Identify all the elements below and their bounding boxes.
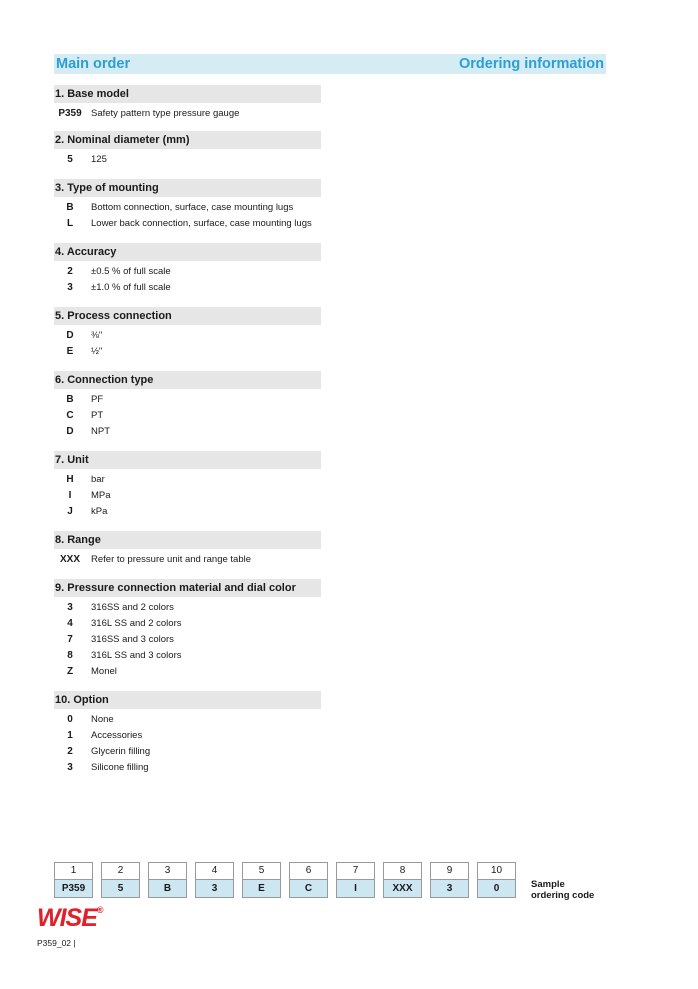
sample-position-number: 10: [477, 862, 516, 879]
page-code: [37, 938, 76, 948]
order-section: [54, 531, 344, 567]
option-description: 316L SS and 3 colors: [91, 649, 182, 661]
option-description: NPT: [91, 425, 110, 437]
page-code-separator: |: [73, 938, 76, 948]
sample-position-number: 6: [289, 862, 328, 879]
registered-mark: ®: [96, 904, 103, 915]
option-description: Glycerin filling: [91, 745, 151, 757]
option-description: Lower back connection, surface, case mounting lugs: [91, 217, 312, 229]
option-row: [54, 503, 344, 519]
sample-position-number: 5: [242, 862, 281, 879]
option-description: Accessories: [91, 729, 143, 741]
option-description: 316SS and 2 colors: [91, 601, 174, 613]
logo-text: WISE: [37, 904, 97, 932]
order-section: [54, 179, 344, 231]
sample-position-number: 7: [336, 862, 375, 879]
option-code: L: [66, 217, 74, 229]
order-section: [54, 579, 344, 679]
sample-position-value: B: [148, 879, 187, 898]
sample-code-cell: [477, 862, 516, 898]
option-row: [54, 105, 344, 121]
option-code: D: [66, 425, 74, 437]
option-description: Monel: [91, 665, 117, 677]
page-code-text: P359_02: [37, 938, 72, 948]
sample-position-number: 2: [101, 862, 140, 879]
option-code: 4: [67, 617, 73, 629]
order-section: [54, 451, 344, 519]
option-row: [54, 215, 344, 231]
option-description: Safety pattern type pressure gauge: [91, 107, 240, 119]
option-code: J: [67, 505, 73, 517]
option-description: ±0.5 % of full scale: [91, 265, 171, 277]
option-code: 0: [67, 713, 73, 725]
sample-position-value: 3: [195, 879, 234, 898]
sample-code-cell: [148, 862, 187, 898]
sample-ordering-code: [54, 862, 516, 898]
option-code: B: [66, 201, 74, 213]
sample-code-cell: [54, 862, 93, 898]
sample-position-number: 4: [195, 862, 234, 879]
option-row: [54, 631, 344, 647]
option-description: None: [91, 713, 114, 725]
option-row: [54, 647, 344, 663]
sample-code-cell: [242, 862, 281, 898]
order-section: [54, 243, 344, 295]
order-section: [54, 85, 344, 121]
section-title: 7. Unit: [54, 451, 321, 469]
option-description: bar: [91, 473, 105, 485]
ordering-information-title: Ordering information: [459, 56, 604, 72]
option-description: 316SS and 3 colors: [91, 633, 174, 645]
option-code: 1: [67, 729, 73, 741]
option-row: [54, 759, 344, 775]
option-code: C: [66, 409, 74, 421]
option-description: Bottom connection, surface, case mounting lugs: [91, 201, 294, 213]
sample-position-number: 9: [430, 862, 469, 879]
sample-code-cell: [336, 862, 375, 898]
sample-position-value: C: [289, 879, 328, 898]
sample-code-cell: [383, 862, 422, 898]
option-row: [54, 727, 344, 743]
sample-code-cell: [195, 862, 234, 898]
option-description: PT: [91, 409, 104, 421]
option-row: [54, 263, 344, 279]
order-sections: [54, 85, 344, 787]
sample-code-cell: [430, 862, 469, 898]
section-title: 4. Accuracy: [54, 243, 321, 261]
sample-code-cell: [289, 862, 328, 898]
option-row: [54, 343, 344, 359]
option-description: 125: [91, 153, 107, 165]
order-section: [54, 371, 344, 439]
option-description: PF: [91, 393, 104, 405]
option-row: [54, 423, 344, 439]
option-description: 316L SS and 2 colors: [91, 617, 182, 629]
section-title: 6. Connection type: [54, 371, 321, 389]
order-section: [54, 691, 344, 775]
option-code: Z: [66, 665, 74, 677]
section-title: 8. Range: [54, 531, 321, 549]
section-title: 2. Nominal diameter (mm): [54, 131, 321, 149]
sample-position-number: 8: [383, 862, 422, 879]
sample-position-value: E: [242, 879, 281, 898]
option-code: I: [68, 489, 72, 501]
option-code: 3: [67, 761, 73, 773]
option-row: [54, 391, 344, 407]
option-description: ⅜": [91, 329, 103, 341]
option-row: [54, 663, 344, 679]
sample-ordering-code-label: [531, 879, 611, 901]
option-code: 2: [67, 745, 73, 757]
sample-position-value: 5: [101, 879, 140, 898]
option-code: P359: [58, 107, 82, 119]
option-row: [54, 599, 344, 615]
wise-logo: [37, 904, 103, 933]
sample-code-cell: [101, 862, 140, 898]
sample-position-number: 1: [54, 862, 93, 879]
option-row: [54, 615, 344, 631]
option-code: 5: [67, 153, 73, 165]
sample-position-value: I: [336, 879, 375, 898]
option-code: 7: [67, 633, 73, 645]
order-section: [54, 131, 344, 167]
order-section: [54, 307, 344, 359]
section-title: 10. Option: [54, 691, 321, 709]
option-code: E: [66, 345, 74, 357]
option-row: [54, 279, 344, 295]
section-title: 9. Pressure connection material and dial color: [54, 579, 321, 597]
section-title: 3. Type of mounting: [54, 179, 321, 197]
option-row: [54, 199, 344, 215]
page-header: [54, 54, 606, 74]
main-order-title: Main order: [56, 56, 131, 72]
option-row: [54, 327, 344, 343]
option-row: [54, 743, 344, 759]
option-row: [54, 551, 344, 567]
sample-position-value: 0: [477, 879, 516, 898]
option-description: kPa: [91, 505, 108, 517]
option-code: XXX: [59, 553, 80, 565]
option-code: 2: [67, 265, 73, 277]
option-code: D: [66, 329, 74, 341]
sample-position-value: 3: [430, 879, 469, 898]
option-description: Silicone filling: [91, 761, 149, 773]
option-code: H: [66, 473, 74, 485]
option-description: ±1.0 % of full scale: [91, 281, 171, 293]
sample-position-value: XXX: [383, 879, 422, 898]
section-title: 5. Process connection: [54, 307, 321, 325]
sample-label-line1: Sample: [531, 879, 565, 890]
option-description: MPa: [91, 489, 111, 501]
option-row: [54, 471, 344, 487]
option-code: 3: [67, 601, 73, 613]
option-row: [54, 151, 344, 167]
option-code: 8: [67, 649, 73, 661]
option-row: [54, 407, 344, 423]
option-code: 3: [67, 281, 73, 293]
sample-position-value: P359: [54, 879, 93, 898]
sample-position-number: 3: [148, 862, 187, 879]
option-description: ½": [91, 345, 103, 357]
sample-label-line2: ordering code: [531, 890, 595, 901]
section-title: 1. Base model: [54, 85, 321, 103]
option-description: Refer to pressure unit and range table: [91, 553, 252, 565]
option-row: [54, 487, 344, 503]
option-row: [54, 711, 344, 727]
option-code: B: [66, 393, 74, 405]
